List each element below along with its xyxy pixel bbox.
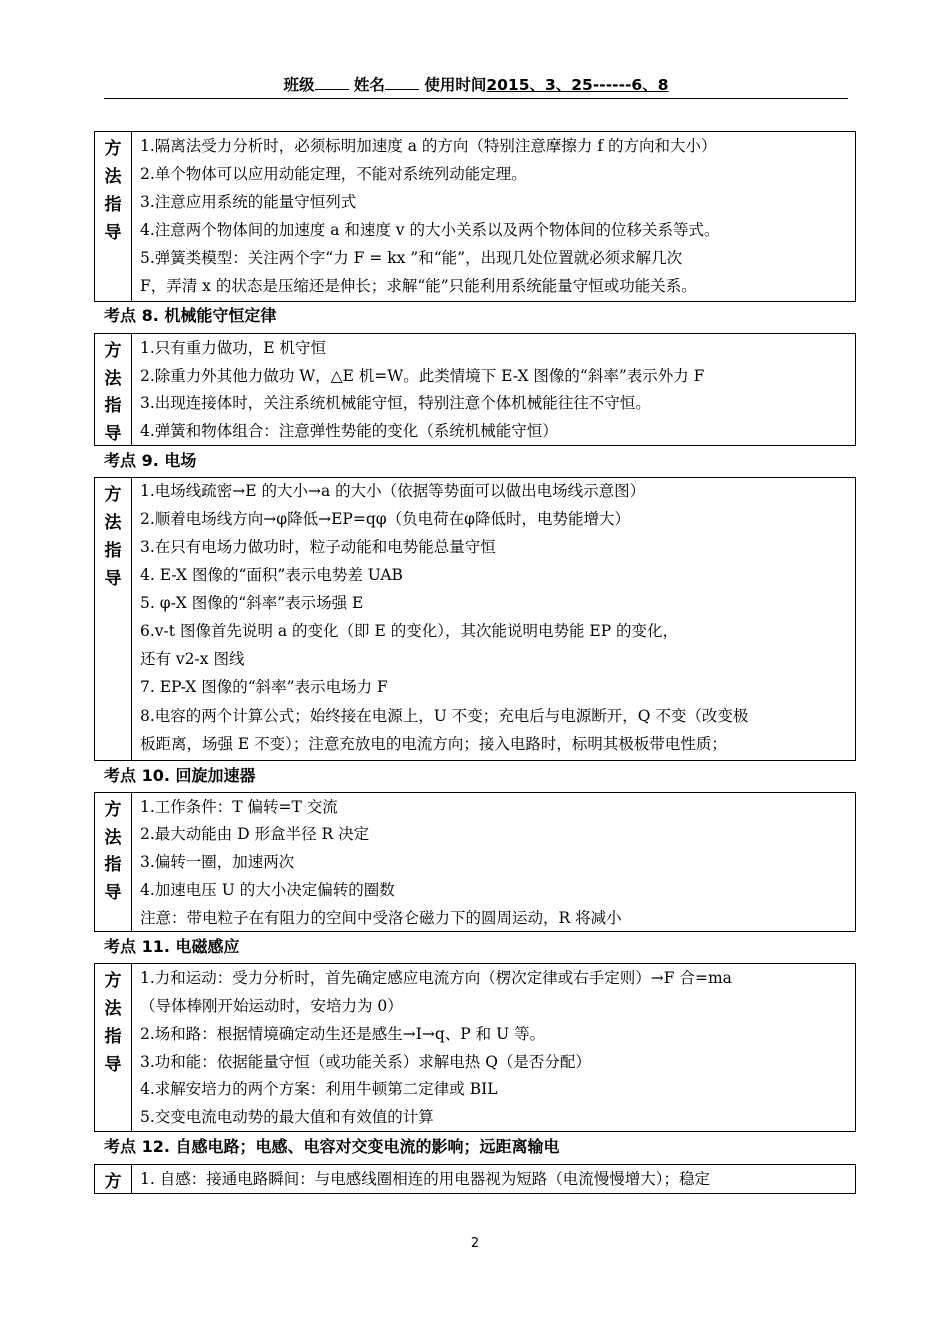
section-11-title: 考点 11. 电磁感应 [104, 937, 240, 956]
time-label: 使用时间 [424, 76, 487, 94]
box0-line-3: 3.注意应用系统的能量守恒列式 [140, 193, 357, 211]
method-box-0 [94, 131, 856, 302]
section-8-title: 考点 8. 机械能守恒定律 [104, 306, 277, 325]
s11-line-6: 5.交变电流电动势的最大值和有效值的计算 [140, 1108, 434, 1126]
s8-line-2: 2.除重力外其他力做功 W，△E 机=W。此类情境下 E-X 图像的“斜率”表示外力 F [140, 367, 705, 385]
method-side-label: 方 法 指 导 [95, 964, 132, 1131]
s9-line-10: 板距离，场强 E 不变）；注意充放电的电流方向；接入电路时，标明其极板带电性质； [140, 735, 727, 753]
s9-line-5: 5. φ-X 图像的“斜率”表示场强 E [140, 594, 364, 612]
s8-line-3: 3.出现连接体时，关注系统机械能守恒，特别注意个体机械能往往不守恒。 [140, 394, 651, 412]
s9-line-2: 2.顺着电场线方向→φ降低→EP=qφ（负电荷在φ降低时，电势能增大） [140, 510, 630, 528]
method-side-label: 方 法 指 导 [95, 478, 132, 760]
box0-line-5: 5.弹簧类模型：关注两个字“力 F = kx ”和“能”，出现几处位置就必须求解几次 [140, 249, 683, 267]
method-box-8 [94, 333, 856, 446]
method-side-label: 方 法 指 导 [95, 793, 132, 931]
class-blank [315, 75, 349, 90]
s9-line-3: 3.在只有电场力做功时，粒子动能和电势能总量守恒 [140, 538, 496, 556]
page-number: 2 [470, 1236, 480, 1251]
s8-line-1: 1.只有重力做功，E 机守恒 [140, 339, 327, 357]
method-box-10 [94, 792, 856, 932]
s11-line-2: （导体棒刚开始运动时，安培力为 0） [140, 997, 403, 1015]
s9-line-9: 8.电容的两个计算公式；始终接在电源上，U 不变；充电后与电源断开，Q 不变（改变极 [140, 707, 749, 725]
page-header [104, 74, 848, 99]
method-side-label: 方 法 指 导 [95, 132, 132, 301]
section-9-title: 考点 9. 电场 [104, 451, 197, 470]
s9-line-4: 4. E-X 图像的“面积”表示电势差 UAB [140, 566, 403, 584]
class-label: 班级 [283, 76, 315, 94]
box0-line-6: F，弄清 x 的状态是压缩还是伸长；求解“能”只能利用系统能量守恒或功能关系。 [140, 277, 697, 295]
s10-line-5: 注意：带电粒子在有阻力的空间中受洛仑磁力下的圆周运动，R 将减小 [140, 909, 622, 927]
s8-line-4: 4.弹簧和物体组合：注意弹性势能的变化（系统机械能守恒） [140, 422, 558, 440]
name-label: 姓名 [353, 76, 385, 94]
s10-line-3: 3.偏转一圈，加速两次 [140, 853, 295, 871]
s9-line-1: 1.电场线疏密→E 的大小→a 的大小（依据等势面可以做出电场线示意图） [140, 482, 646, 500]
method-side-label: 方 法 指 导 [95, 334, 132, 445]
s9-line-8: 7. EP-X 图像的“斜率”表示电场力 F [140, 678, 388, 696]
section-12-title: 考点 12. 自感电路；电感、电容对交变电流的影响；远距离输电 [104, 1137, 560, 1156]
s10-line-4: 4.加速电压 U 的大小决定偏转的圈数 [140, 881, 395, 899]
section-10-title: 考点 10. 回旋加速器 [104, 766, 256, 785]
s11-line-4: 3.功和能：依据能量守恒（或功能关系）求解电热 Q（是否分配） [140, 1053, 591, 1071]
method-box-9 [94, 477, 856, 761]
s9-line-7: 还有 v2-x 图线 [140, 650, 245, 668]
method-side-label: 方 [95, 1165, 132, 1193]
box0-line-2: 2.单个物体可以应用动能定理，不能对系统列动能定理。 [140, 165, 527, 183]
method-box-11 [94, 963, 856, 1132]
method-box-12 [94, 1164, 856, 1194]
s9-line-6: 6.v-t 图像首先说明 a 的变化（即 E 的变化），其次能说明电势能 EP 的变化， [140, 622, 679, 640]
box0-line-4: 4.注意两个物体间的加速度 a 和速度 v 的大小关系以及两个物体间的位移关系等式。 [140, 221, 720, 239]
s11-line-3: 2.场和路：根据情境确定动生还是感生→I→q、P 和 U 等。 [140, 1025, 546, 1043]
s10-line-2: 2.最大动能由 D 形盒半径 R 决定 [140, 825, 370, 843]
s11-line-5: 4.求解安培力的两个方案：利用牛顿第二定律或 BIL [140, 1080, 498, 1098]
s10-line-1: 1.工作条件：T 偏转=T 交流 [140, 798, 338, 816]
name-blank [385, 75, 419, 90]
s11-line-1: 1.力和运动：受力分析时，首先确定感应电流方向（楞次定律或右手定则）→F 合=ma [140, 969, 732, 987]
s12-line-1: 1. 自感：接通电路瞬间：与电感线圈相连的用电器视为短路（电流慢慢增大）；稳定 [140, 1170, 710, 1188]
time-value: 2015、3、25------6、8 [486, 76, 669, 94]
box0-line-1: 1.隔离法受力分析时，必须标明加速度 a 的方向（特别注意摩擦力 f 的方向和大小） [140, 137, 717, 155]
